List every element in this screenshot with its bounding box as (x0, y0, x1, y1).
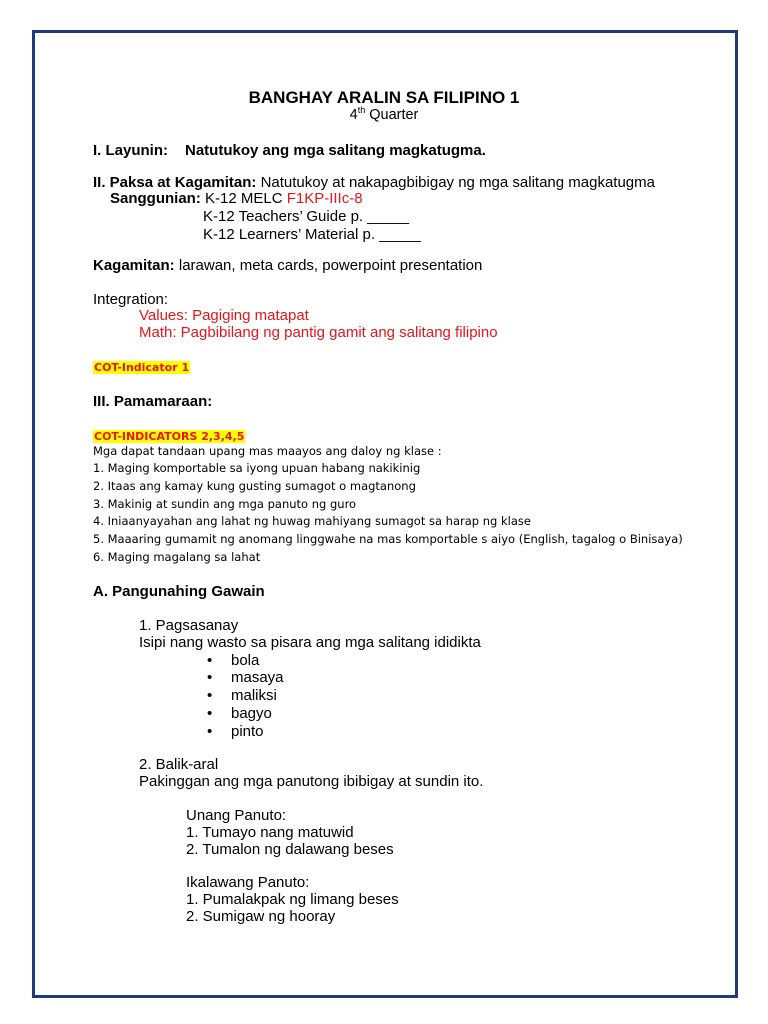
balik-aral-text: Pakinggan ang mga panutong ibibigay at sundin ito. (139, 773, 484, 790)
layunin-label: I. Layunin: (93, 142, 168, 159)
pagsasanay-label: 1. Pagsasanay (139, 617, 239, 634)
unang-panuto-item: 2. Tumalon ng dalawang beses (186, 841, 394, 858)
document-title: BANGHAY ARALIN SA FILIPINO 1 (248, 88, 520, 107)
layunin-line (93, 142, 486, 159)
ikalawang-panuto-item: 1. Pumalakpak ng limang beses (186, 891, 399, 908)
cot-indicators-2345: COT-INDICATORS 2,3,4,5 (94, 430, 245, 443)
kagamitan-text: larawan, meta cards, powerpoint presentation (174, 257, 483, 274)
rule-item: 2. Itaas ang kamay kung gusting sumagot o magtanong (93, 479, 416, 493)
sanggunian-label: Sanggunian: (110, 190, 201, 207)
integration-label: Integration: (93, 291, 169, 308)
bullet-icon: • (207, 652, 213, 669)
ikalawang-panuto-label: Ikalawang Panuto: (186, 874, 310, 891)
learners-material-ref: K-12 Learners’ Material p. _____ (203, 226, 421, 243)
bullet-icon: • (207, 687, 213, 704)
rule-item: 4. Iniaanyayahan ang lahat ng huwag mahiyang sumagot sa harap ng klase (93, 514, 531, 528)
rules-intro: Mga dapat tandaan upang mas maayos ang daloy ng klase : (93, 444, 442, 458)
pamamaraan-heading: III. Pamamaraan: (93, 393, 213, 410)
layunin-text: Natutukoy ang mga salitang magkatugma. (185, 142, 486, 159)
sanggunian-line (110, 190, 363, 207)
math-integration: Math: Pagbibilang ng pantig gamit ang salitang filipino (139, 324, 498, 341)
kagamitan-label: Kagamitan: (93, 257, 175, 274)
list-item: • bola (207, 652, 260, 669)
teachers-guide-ref: K-12 Teachers’ Guide p. _____ (203, 208, 409, 225)
cot-indicator-1: COT-Indicator 1 (94, 361, 190, 374)
paksa-line (93, 174, 655, 191)
rule-item: 5. Maaaring gumamit ng anomang linggwahe na mas komportable s aiyo (English, tagalog o Binisaya) (93, 532, 683, 546)
kagamitan-line (93, 257, 482, 274)
list-item: • bagyo (207, 705, 272, 722)
rule-item: 6. Maging magalang sa lahat (93, 550, 261, 564)
rule-item: 1. Maging komportable sa iyong upuan habang nakikinig (93, 461, 421, 475)
bullet-icon: • (207, 669, 213, 686)
melc-code: F1KP-IIIc-8 (286, 190, 363, 207)
ikalawang-panuto-item: 2. Sumigaw ng hooray (186, 908, 336, 925)
bullet-icon: • (207, 705, 213, 722)
section-a-heading: A. Pangunahing Gawain (93, 583, 265, 600)
list-item: • pinto (207, 723, 264, 740)
paksa-label: II. Paksa at Kagamitan: (93, 174, 257, 191)
values-integration: Values: Pagiging matapat (139, 307, 309, 324)
sanggunian-text: K-12 MELC (200, 190, 287, 207)
quarter-label: 4th Quarter (349, 105, 419, 123)
bullet-icon: • (207, 723, 213, 740)
balik-aral-label: 2. Balik-aral (139, 756, 219, 773)
list-item: • masaya (207, 669, 284, 686)
list-item: • maliksi (207, 687, 277, 704)
pagsasanay-text: Isipi nang wasto sa pisara ang mga salitang ididikta (139, 634, 481, 651)
unang-panuto-label: Unang Panuto: (186, 807, 287, 824)
rule-item: 3. Makinig at sundin ang mga panuto ng guro (93, 497, 357, 511)
unang-panuto-item: 1. Tumayo nang matuwid (186, 824, 354, 841)
paksa-text: Natutukoy at nakapagbibigay ng mga salitang magkatugma (256, 174, 655, 191)
